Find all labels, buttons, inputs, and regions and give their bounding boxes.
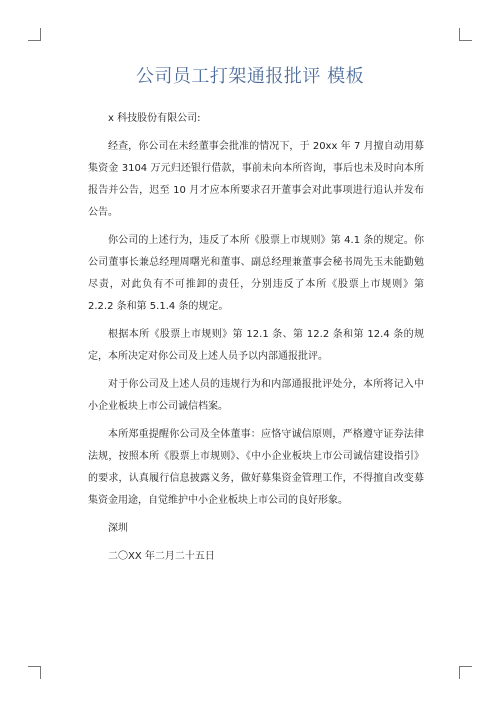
- paragraph-record: 对于你公司及上述人员的违规行为和内部通报批评处分，本所将记入中小企业板块上市公司诚信档案。: [88, 379, 424, 412]
- issuing-place: 深圳: [108, 523, 128, 534]
- crop-mark-bottom-right: [459, 666, 472, 679]
- paragraph-decision: 根据本所《股票上市规则》第 12.1 条、第 12.2 条和第 12.4 条的规定，本所决定对你公司及上述人员予以内部通报批评。: [88, 329, 424, 362]
- paragraph-findings: 经查，你公司在未经董事会批准的情况下，于 20xx 年 7 月擅自动用募集资金 3104 万元归还银行借款，事前未向本所咨询，事后也未及时向本所报告并公告，迟至 10 月才应本所要求召开董事会对此事项进行追认并发布公告。: [88, 141, 424, 218]
- document-title: 公司员工打架通报批评 模板: [135, 66, 365, 87]
- paragraph-violation: 你公司的上述行为，违反了本所《股票上市规则》第 4.1 条的规定。你公司董事长兼总经理周曙光和董事、副总经理兼董事会秘书周先玉未能勤勉尽责，对此负有不可推卸的责任，分别违反了本所《股票上市规则》第 2.2.2 条和第 5.1.4 条的规定。: [88, 235, 424, 312]
- issue-date: 二〇XX 年二月二十五日: [108, 551, 215, 562]
- crop-mark-top-left: [28, 28, 41, 41]
- crop-mark-top-right: [459, 28, 472, 41]
- document-body: [88, 108, 424, 574]
- paragraph-reminder: 本所郑重提醒你公司及全体董事：应恪守诚信原则，严格遵守证券法律法规，按照本所《股票上市规则》、《中小企业板块上市公司诚信建设指引》的要求，认真履行信息披露义务，做好募集资金管理工作，不得擅自改变募集资金用途，自觉维护中小企业板块上市公司的良好形象。: [88, 429, 424, 506]
- addressee: x 科技股份有限公司:: [108, 113, 201, 124]
- crop-mark-bottom-left: [28, 666, 41, 679]
